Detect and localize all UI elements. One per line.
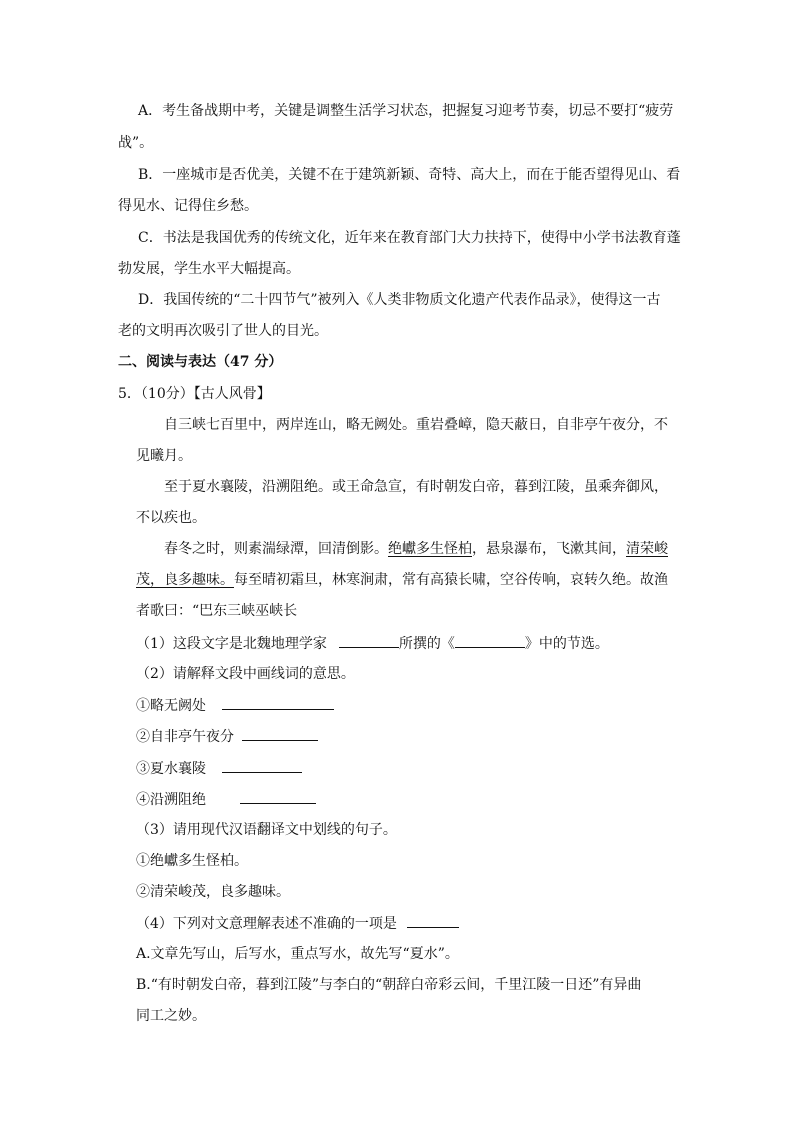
- sub4-option-b-line1: B.“有时朝发白帝，暮到江陵”与李白的“朝辞白帝彩云间，千里江陵一日还”有异曲: [136, 977, 642, 993]
- answer-blank-2-4[interactable]: [240, 789, 316, 804]
- sub-question-1: [136, 633, 609, 654]
- answer-blank-2-1[interactable]: [222, 695, 334, 710]
- underlined-sentence-1: 绝巘多生怪柏: [388, 541, 472, 557]
- answer-blank-2-2[interactable]: [242, 726, 318, 741]
- sub4-text: （4）下列对文意理解表述不准确的一项是: [136, 916, 397, 932]
- question-points: （10分）: [140, 386, 194, 402]
- sub-question-3-prompt: （3）请用现代汉语翻译文中划线的句子。: [136, 822, 397, 838]
- option-a-line2: 战”。: [118, 135, 154, 151]
- passage-p2-line1: 至于夏水襄陵，沿溯阻绝。或王命急宣，有时朝发白帝，暮到江陵，虽乘奔御风，: [164, 479, 668, 495]
- sub2-item-3: [136, 758, 302, 779]
- sub1-text: （1）这段文字是北魏地理学家: [136, 636, 327, 652]
- underlined-sentence-2: 清荣峻: [626, 541, 668, 557]
- question-number: 5．: [118, 386, 141, 402]
- passage-p1-line1: 自三峡七百里中，两岸连山，略无阙处。重岩叠嶂，隐天蔽日，自非亭午夜分，不: [164, 417, 668, 433]
- passage-p3-line3: 者歌曰：“巴东三峡巫峡长: [136, 603, 298, 619]
- passage-text: 春冬之时，则素湍绿潭，回清倒影。: [164, 541, 388, 557]
- option-c-line1: C．书法是我国优秀的传统文化，近年来在教育部门大力扶持下，使得中小学书法教育蓬: [138, 230, 681, 246]
- question-5-header: [118, 384, 271, 404]
- passage-p2-line2: 不以疾也。: [136, 510, 206, 526]
- sub-question-2-prompt: （2）请解释文段中画线词的意思。: [136, 666, 355, 682]
- option-d-line2: 老的文明再次吸引了世人的目光。: [118, 323, 328, 339]
- sub3-item-2: ②清荣峻茂，良多趣味。: [136, 884, 290, 900]
- sub2-item-label: ③夏水襄陵: [136, 761, 206, 777]
- option-d-line1: D．我国传统的“二十四节气”被列入《人类非物质文化遗产代表作品录》，使得这一古: [138, 292, 661, 308]
- sub2-item-4: [136, 789, 316, 810]
- passage-p3-line2: [136, 570, 668, 590]
- passage-p1-line2: 见曦月。: [136, 448, 192, 464]
- passage-text: 每至晴初霜旦，林寒涧肃，常有高猿长啸，空谷传响，哀转久绝。故渔: [234, 572, 668, 588]
- sub4-option-b-line2: 同工之妙。: [136, 1008, 206, 1024]
- answer-blank-book[interactable]: [455, 633, 525, 648]
- section-heading: 二、阅读与表达（47 分）: [118, 354, 283, 370]
- option-b-line2: 得见水、记得住乡愁。: [118, 198, 258, 214]
- sub3-item-1: ①绝巘多生怪柏。: [136, 853, 248, 869]
- sub2-item-label: ④沿溯阻绝: [136, 792, 206, 808]
- answer-blank-4[interactable]: [407, 913, 459, 928]
- sub4-option-a: A.文章先写山，后写水，重点写水，故先写“夏水”。: [136, 946, 459, 962]
- sub1-text: 》中的节选。: [524, 636, 609, 652]
- passage-text: ，悬泉瀑布，飞漱其间，: [472, 541, 626, 557]
- sub-question-4-prompt: [136, 913, 459, 934]
- sub2-item-label: ②自非亭午夜分: [136, 729, 234, 745]
- passage-p3-line1: [164, 539, 668, 559]
- sub2-item-1: [136, 695, 334, 716]
- option-b-line1: B．一座城市是否优美，关键不在于建筑新颖、奇特、高大上，而在于能否望得见山、看: [138, 167, 681, 183]
- answer-blank-author[interactable]: [339, 633, 399, 648]
- question-tag: 【古人风骨】: [193, 386, 271, 402]
- underlined-sentence-2-cont: 茂，良多趣味。: [136, 572, 234, 588]
- sub1-text: 所撰的《: [398, 636, 455, 652]
- sub2-item-label: ①略无阙处: [136, 698, 206, 714]
- sub2-item-2: [136, 726, 318, 747]
- answer-blank-2-3[interactable]: [222, 758, 302, 773]
- option-c-line2: 勃发展，学生水平大幅提高。: [118, 261, 300, 277]
- option-a-line1: A．考生备战期中考，关键是调整生活学习状态，把握复习迎考节奏，切忌不要打“疲劳: [138, 103, 674, 119]
